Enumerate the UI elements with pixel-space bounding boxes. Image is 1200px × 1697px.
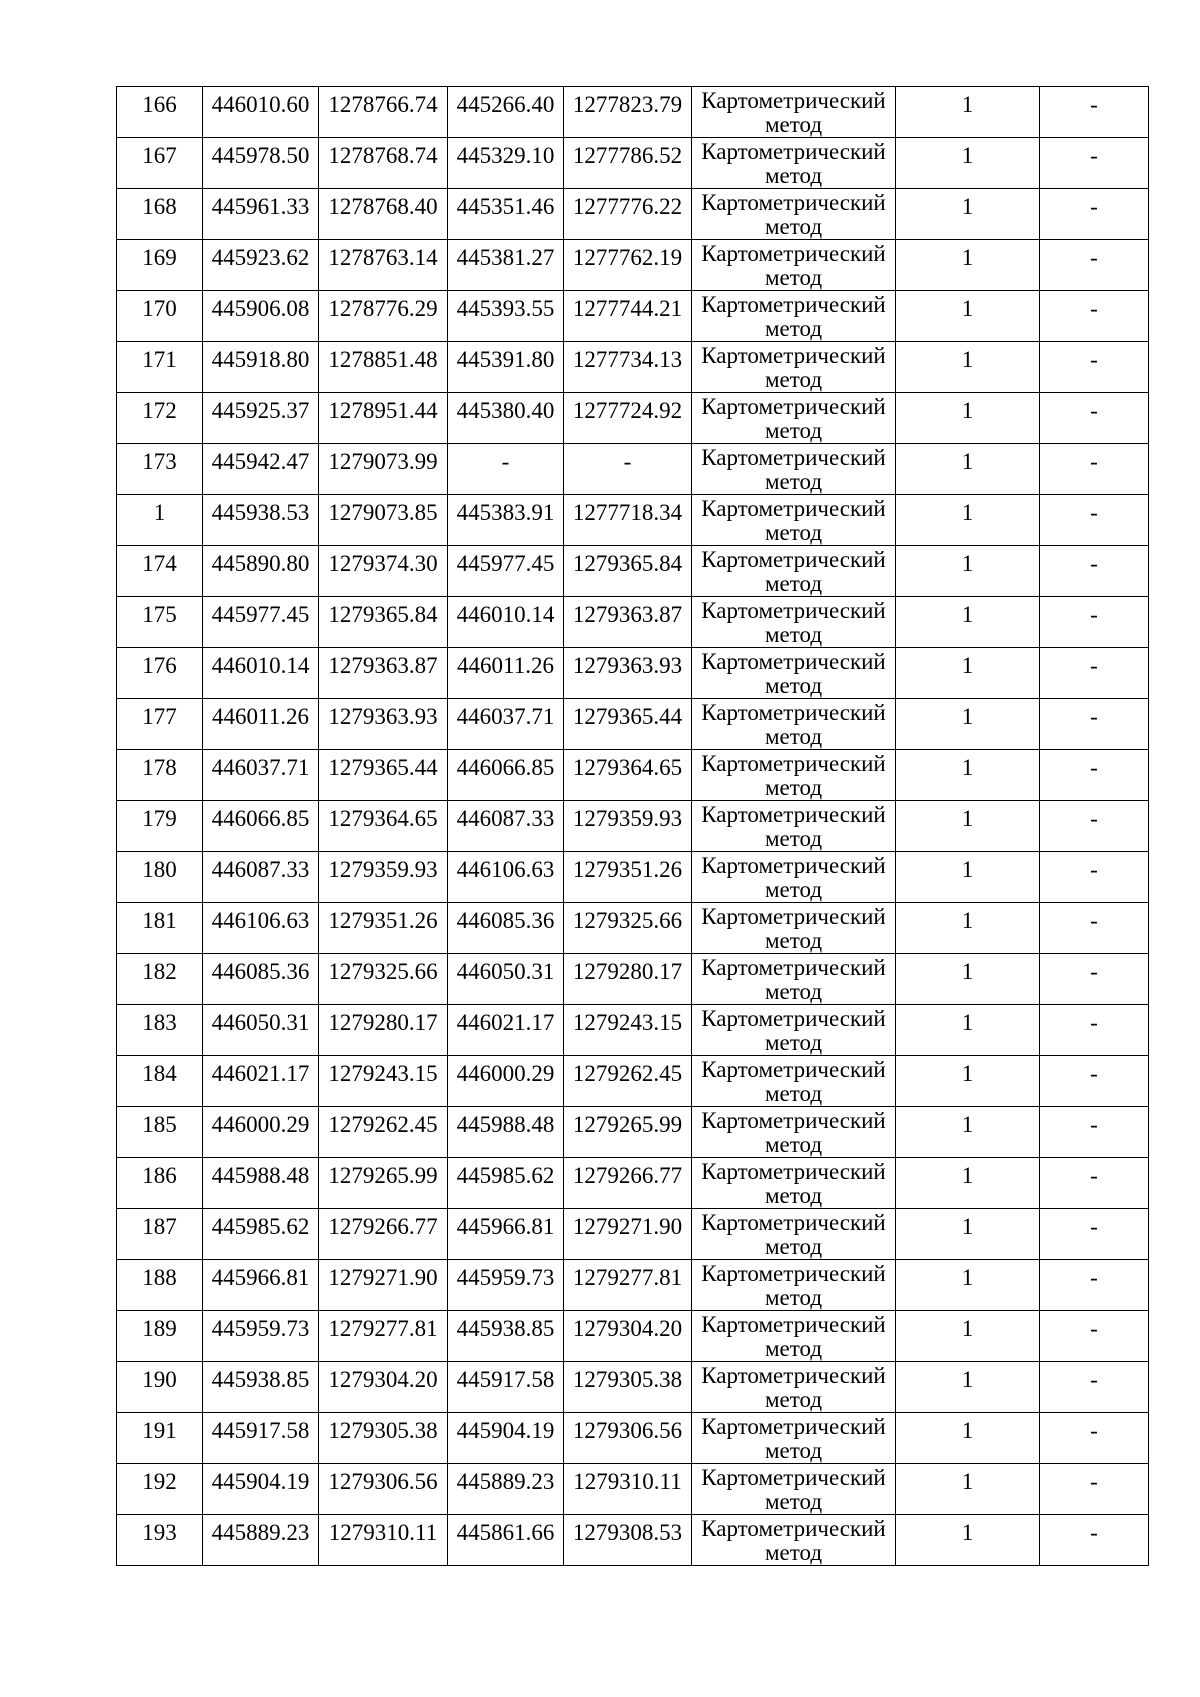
- note-cell: -: [1040, 1005, 1149, 1056]
- x-previous-cell: 446011.26: [448, 648, 564, 699]
- method-cell: Картометрический метод: [692, 750, 896, 801]
- point-number-cell: 184: [117, 1056, 203, 1107]
- note-cell: -: [1040, 1311, 1149, 1362]
- x-coordinate-cell: 445890.80: [203, 546, 319, 597]
- method-cell: Картометрический метод: [692, 1464, 896, 1515]
- point-number-cell: 175: [117, 597, 203, 648]
- x-previous-cell: 445391.80: [448, 342, 564, 393]
- table-row: [117, 852, 1149, 903]
- note-cell: -: [1040, 291, 1149, 342]
- y-coordinate-cell: 1279364.65: [319, 801, 448, 852]
- y-coordinate-cell: 1279359.93: [319, 852, 448, 903]
- x-previous-cell: 445959.73: [448, 1260, 564, 1311]
- note-cell: -: [1040, 699, 1149, 750]
- x-previous-cell: 445966.81: [448, 1209, 564, 1260]
- x-coordinate-cell: 446050.31: [203, 1005, 319, 1056]
- method-cell: Картометрический метод: [692, 87, 896, 138]
- point-number-cell: 177: [117, 699, 203, 750]
- accuracy-cell: 1: [896, 138, 1040, 189]
- point-number-cell: 173: [117, 444, 203, 495]
- y-previous-cell: 1279306.56: [564, 1413, 692, 1464]
- table-row: [117, 1158, 1149, 1209]
- accuracy-cell: 1: [896, 189, 1040, 240]
- method-cell: Картометрический метод: [692, 546, 896, 597]
- x-previous-cell: 446066.85: [448, 750, 564, 801]
- accuracy-cell: 1: [896, 801, 1040, 852]
- y-coordinate-cell: 1279280.17: [319, 1005, 448, 1056]
- y-previous-cell: 1277734.13: [564, 342, 692, 393]
- method-cell: Картометрический метод: [692, 597, 896, 648]
- method-cell: Картометрический метод: [692, 393, 896, 444]
- note-cell: -: [1040, 495, 1149, 546]
- y-coordinate-cell: 1279271.90: [319, 1260, 448, 1311]
- accuracy-cell: 1: [896, 291, 1040, 342]
- y-coordinate-cell: 1279351.26: [319, 903, 448, 954]
- x-previous-cell: 445266.40: [448, 87, 564, 138]
- point-number-cell: 183: [117, 1005, 203, 1056]
- method-cell: Картометрический метод: [692, 648, 896, 699]
- accuracy-cell: 1: [896, 1515, 1040, 1566]
- point-number-cell: 190: [117, 1362, 203, 1413]
- method-cell: Картометрический метод: [692, 1413, 896, 1464]
- table-row: [117, 1209, 1149, 1260]
- table-row: [117, 1464, 1149, 1515]
- method-cell: Картометрический метод: [692, 342, 896, 393]
- note-cell: -: [1040, 1413, 1149, 1464]
- x-coordinate-cell: 445942.47: [203, 444, 319, 495]
- point-number-cell: 167: [117, 138, 203, 189]
- y-previous-cell: 1277724.92: [564, 393, 692, 444]
- y-previous-cell: -: [564, 444, 692, 495]
- table-row: [117, 801, 1149, 852]
- accuracy-cell: 1: [896, 1158, 1040, 1209]
- y-coordinate-cell: 1278763.14: [319, 240, 448, 291]
- x-previous-cell: 446037.71: [448, 699, 564, 750]
- x-coordinate-cell: 446037.71: [203, 750, 319, 801]
- y-coordinate-cell: 1279325.66: [319, 954, 448, 1005]
- table-row: [117, 1515, 1149, 1566]
- x-coordinate-cell: 446000.29: [203, 1107, 319, 1158]
- point-number-cell: 176: [117, 648, 203, 699]
- accuracy-cell: 1: [896, 1107, 1040, 1158]
- table-row: [117, 444, 1149, 495]
- y-previous-cell: 1277776.22: [564, 189, 692, 240]
- x-previous-cell: 446000.29: [448, 1056, 564, 1107]
- note-cell: -: [1040, 1464, 1149, 1515]
- y-previous-cell: 1279363.93: [564, 648, 692, 699]
- x-coordinate-cell: 446087.33: [203, 852, 319, 903]
- accuracy-cell: 1: [896, 393, 1040, 444]
- point-number-cell: 181: [117, 903, 203, 954]
- y-previous-cell: 1277823.79: [564, 87, 692, 138]
- y-previous-cell: 1277786.52: [564, 138, 692, 189]
- x-coordinate-cell: 446021.17: [203, 1056, 319, 1107]
- method-cell: Картометрический метод: [692, 903, 896, 954]
- point-number-cell: 186: [117, 1158, 203, 1209]
- x-coordinate-cell: 445977.45: [203, 597, 319, 648]
- y-previous-cell: 1277762.19: [564, 240, 692, 291]
- y-previous-cell: 1279277.81: [564, 1260, 692, 1311]
- x-previous-cell: 445988.48: [448, 1107, 564, 1158]
- table-row: [117, 546, 1149, 597]
- point-number-cell: 171: [117, 342, 203, 393]
- note-cell: -: [1040, 342, 1149, 393]
- x-coordinate-cell: 445959.73: [203, 1311, 319, 1362]
- accuracy-cell: 1: [896, 1056, 1040, 1107]
- x-previous-cell: 445904.19: [448, 1413, 564, 1464]
- method-cell: Картометрический метод: [692, 1158, 896, 1209]
- y-coordinate-cell: 1279363.93: [319, 699, 448, 750]
- method-cell: Картометрический метод: [692, 138, 896, 189]
- method-cell: Картометрический метод: [692, 495, 896, 546]
- method-cell: Картометрический метод: [692, 1362, 896, 1413]
- y-previous-cell: 1279363.87: [564, 597, 692, 648]
- note-cell: -: [1040, 138, 1149, 189]
- x-coordinate-cell: 445938.85: [203, 1362, 319, 1413]
- x-previous-cell: 445861.66: [448, 1515, 564, 1566]
- accuracy-cell: 1: [896, 240, 1040, 291]
- note-cell: -: [1040, 1260, 1149, 1311]
- accuracy-cell: 1: [896, 852, 1040, 903]
- method-cell: Картометрический метод: [692, 801, 896, 852]
- y-previous-cell: 1279351.26: [564, 852, 692, 903]
- accuracy-cell: 1: [896, 597, 1040, 648]
- table-row: [117, 1260, 1149, 1311]
- note-cell: -: [1040, 750, 1149, 801]
- x-previous-cell: 446050.31: [448, 954, 564, 1005]
- y-coordinate-cell: 1278776.29: [319, 291, 448, 342]
- method-cell: Картометрический метод: [692, 1311, 896, 1362]
- point-number-cell: 185: [117, 1107, 203, 1158]
- x-coordinate-cell: 446010.14: [203, 648, 319, 699]
- y-previous-cell: 1279262.45: [564, 1056, 692, 1107]
- table-row: [117, 648, 1149, 699]
- point-number-cell: 189: [117, 1311, 203, 1362]
- y-previous-cell: 1279308.53: [564, 1515, 692, 1566]
- y-coordinate-cell: 1279305.38: [319, 1413, 448, 1464]
- x-previous-cell: 445329.10: [448, 138, 564, 189]
- y-previous-cell: 1277744.21: [564, 291, 692, 342]
- x-previous-cell: 445985.62: [448, 1158, 564, 1209]
- point-number-cell: 178: [117, 750, 203, 801]
- note-cell: -: [1040, 189, 1149, 240]
- y-coordinate-cell: 1279073.99: [319, 444, 448, 495]
- y-coordinate-cell: 1279365.84: [319, 597, 448, 648]
- note-cell: -: [1040, 1056, 1149, 1107]
- y-coordinate-cell: 1279306.56: [319, 1464, 448, 1515]
- x-previous-cell: 446021.17: [448, 1005, 564, 1056]
- x-previous-cell: 445938.85: [448, 1311, 564, 1362]
- point-number-cell: 191: [117, 1413, 203, 1464]
- table-row: [117, 1362, 1149, 1413]
- point-number-cell: 179: [117, 801, 203, 852]
- y-previous-cell: 1279305.38: [564, 1362, 692, 1413]
- accuracy-cell: 1: [896, 903, 1040, 954]
- y-previous-cell: 1279364.65: [564, 750, 692, 801]
- method-cell: Картометрический метод: [692, 240, 896, 291]
- note-cell: -: [1040, 393, 1149, 444]
- x-coordinate-cell: 446106.63: [203, 903, 319, 954]
- y-coordinate-cell: 1279266.77: [319, 1209, 448, 1260]
- x-coordinate-cell: 445961.33: [203, 189, 319, 240]
- table-row: [117, 495, 1149, 546]
- y-coordinate-cell: 1278766.74: [319, 87, 448, 138]
- note-cell: -: [1040, 648, 1149, 699]
- x-previous-cell: 445917.58: [448, 1362, 564, 1413]
- accuracy-cell: 1: [896, 1260, 1040, 1311]
- table-row: [117, 138, 1149, 189]
- method-cell: Картометрический метод: [692, 954, 896, 1005]
- accuracy-cell: 1: [896, 1464, 1040, 1515]
- note-cell: -: [1040, 1515, 1149, 1566]
- x-coordinate-cell: 445904.19: [203, 1464, 319, 1515]
- accuracy-cell: 1: [896, 699, 1040, 750]
- x-coordinate-cell: 446085.36: [203, 954, 319, 1005]
- x-previous-cell: 446085.36: [448, 903, 564, 954]
- table-row: [117, 1056, 1149, 1107]
- note-cell: -: [1040, 546, 1149, 597]
- note-cell: -: [1040, 240, 1149, 291]
- x-previous-cell: 445889.23: [448, 1464, 564, 1515]
- method-cell: Картометрический метод: [692, 699, 896, 750]
- x-previous-cell: 445351.46: [448, 189, 564, 240]
- accuracy-cell: 1: [896, 648, 1040, 699]
- accuracy-cell: 1: [896, 1362, 1040, 1413]
- y-coordinate-cell: 1278768.74: [319, 138, 448, 189]
- x-previous-cell: 445383.91: [448, 495, 564, 546]
- x-coordinate-cell: 446011.26: [203, 699, 319, 750]
- y-coordinate-cell: 1279304.20: [319, 1362, 448, 1413]
- note-cell: -: [1040, 87, 1149, 138]
- point-number-cell: 166: [117, 87, 203, 138]
- y-previous-cell: 1279271.90: [564, 1209, 692, 1260]
- y-previous-cell: 1279310.11: [564, 1464, 692, 1515]
- y-previous-cell: 1279243.15: [564, 1005, 692, 1056]
- accuracy-cell: 1: [896, 750, 1040, 801]
- x-coordinate-cell: 445985.62: [203, 1209, 319, 1260]
- note-cell: -: [1040, 1158, 1149, 1209]
- x-coordinate-cell: 446066.85: [203, 801, 319, 852]
- method-cell: Картометрический метод: [692, 189, 896, 240]
- accuracy-cell: 1: [896, 444, 1040, 495]
- table-row: [117, 1005, 1149, 1056]
- note-cell: -: [1040, 1209, 1149, 1260]
- point-number-cell: 193: [117, 1515, 203, 1566]
- table-row: [117, 1413, 1149, 1464]
- y-coordinate-cell: 1278768.40: [319, 189, 448, 240]
- y-coordinate-cell: 1279365.44: [319, 750, 448, 801]
- x-previous-cell: 445977.45: [448, 546, 564, 597]
- accuracy-cell: 1: [896, 87, 1040, 138]
- y-coordinate-cell: 1279277.81: [319, 1311, 448, 1362]
- accuracy-cell: 1: [896, 1311, 1040, 1362]
- x-coordinate-cell: 446010.60: [203, 87, 319, 138]
- point-number-cell: 172: [117, 393, 203, 444]
- point-number-cell: 170: [117, 291, 203, 342]
- method-cell: Картометрический метод: [692, 1056, 896, 1107]
- method-cell: Картометрический метод: [692, 1260, 896, 1311]
- table-row: [117, 189, 1149, 240]
- y-coordinate-cell: 1278951.44: [319, 393, 448, 444]
- point-number-cell: 187: [117, 1209, 203, 1260]
- accuracy-cell: 1: [896, 342, 1040, 393]
- method-cell: Картометрический метод: [692, 1005, 896, 1056]
- table-row: [117, 393, 1149, 444]
- point-number-cell: 168: [117, 189, 203, 240]
- note-cell: -: [1040, 801, 1149, 852]
- y-previous-cell: 1279365.44: [564, 699, 692, 750]
- method-cell: Картометрический метод: [692, 1209, 896, 1260]
- table-row: [117, 954, 1149, 1005]
- x-coordinate-cell: 445889.23: [203, 1515, 319, 1566]
- x-previous-cell: 446010.14: [448, 597, 564, 648]
- y-coordinate-cell: 1279262.45: [319, 1107, 448, 1158]
- x-coordinate-cell: 445917.58: [203, 1413, 319, 1464]
- x-previous-cell: 446087.33: [448, 801, 564, 852]
- table-row: [117, 240, 1149, 291]
- accuracy-cell: 1: [896, 954, 1040, 1005]
- note-cell: -: [1040, 1107, 1149, 1158]
- accuracy-cell: 1: [896, 1413, 1040, 1464]
- y-coordinate-cell: 1278851.48: [319, 342, 448, 393]
- coordinates-table: [116, 86, 1149, 1566]
- table-row: [117, 750, 1149, 801]
- table-row: [117, 1311, 1149, 1362]
- x-coordinate-cell: 445906.08: [203, 291, 319, 342]
- table-row: [117, 1107, 1149, 1158]
- point-number-cell: 169: [117, 240, 203, 291]
- point-number-cell: 174: [117, 546, 203, 597]
- point-number-cell: 188: [117, 1260, 203, 1311]
- y-coordinate-cell: 1279363.87: [319, 648, 448, 699]
- y-previous-cell: 1279280.17: [564, 954, 692, 1005]
- point-number-cell: 192: [117, 1464, 203, 1515]
- y-previous-cell: 1279365.84: [564, 546, 692, 597]
- method-cell: Картометрический метод: [692, 1515, 896, 1566]
- point-number-cell: 1: [117, 495, 203, 546]
- x-coordinate-cell: 445925.37: [203, 393, 319, 444]
- y-coordinate-cell: 1279374.30: [319, 546, 448, 597]
- x-coordinate-cell: 445923.62: [203, 240, 319, 291]
- note-cell: -: [1040, 903, 1149, 954]
- note-cell: -: [1040, 852, 1149, 903]
- accuracy-cell: 1: [896, 1005, 1040, 1056]
- method-cell: Картометрический метод: [692, 444, 896, 495]
- table-body: [117, 87, 1149, 1566]
- x-previous-cell: 445393.55: [448, 291, 564, 342]
- note-cell: -: [1040, 1362, 1149, 1413]
- note-cell: -: [1040, 597, 1149, 648]
- x-coordinate-cell: 445918.80: [203, 342, 319, 393]
- table-row: [117, 903, 1149, 954]
- y-previous-cell: 1279304.20: [564, 1311, 692, 1362]
- y-coordinate-cell: 1279310.11: [319, 1515, 448, 1566]
- x-previous-cell: 445380.40: [448, 393, 564, 444]
- x-previous-cell: 446106.63: [448, 852, 564, 903]
- x-coordinate-cell: 445978.50: [203, 138, 319, 189]
- table-row: [117, 597, 1149, 648]
- accuracy-cell: 1: [896, 546, 1040, 597]
- y-previous-cell: 1277718.34: [564, 495, 692, 546]
- x-previous-cell: 445381.27: [448, 240, 564, 291]
- table-row: [117, 291, 1149, 342]
- x-previous-cell: -: [448, 444, 564, 495]
- accuracy-cell: 1: [896, 1209, 1040, 1260]
- table-row: [117, 699, 1149, 750]
- y-previous-cell: 1279265.99: [564, 1107, 692, 1158]
- method-cell: Картометрический метод: [692, 1107, 896, 1158]
- y-coordinate-cell: 1279073.85: [319, 495, 448, 546]
- table-row: [117, 342, 1149, 393]
- method-cell: Картометрический метод: [692, 852, 896, 903]
- x-coordinate-cell: 445966.81: [203, 1260, 319, 1311]
- point-number-cell: 182: [117, 954, 203, 1005]
- note-cell: -: [1040, 954, 1149, 1005]
- y-previous-cell: 1279325.66: [564, 903, 692, 954]
- x-coordinate-cell: 445988.48: [203, 1158, 319, 1209]
- method-cell: Картометрический метод: [692, 291, 896, 342]
- table-row: [117, 87, 1149, 138]
- y-previous-cell: 1279266.77: [564, 1158, 692, 1209]
- note-cell: -: [1040, 444, 1149, 495]
- y-previous-cell: 1279359.93: [564, 801, 692, 852]
- accuracy-cell: 1: [896, 495, 1040, 546]
- x-coordinate-cell: 445938.53: [203, 495, 319, 546]
- point-number-cell: 180: [117, 852, 203, 903]
- y-coordinate-cell: 1279243.15: [319, 1056, 448, 1107]
- y-coordinate-cell: 1279265.99: [319, 1158, 448, 1209]
